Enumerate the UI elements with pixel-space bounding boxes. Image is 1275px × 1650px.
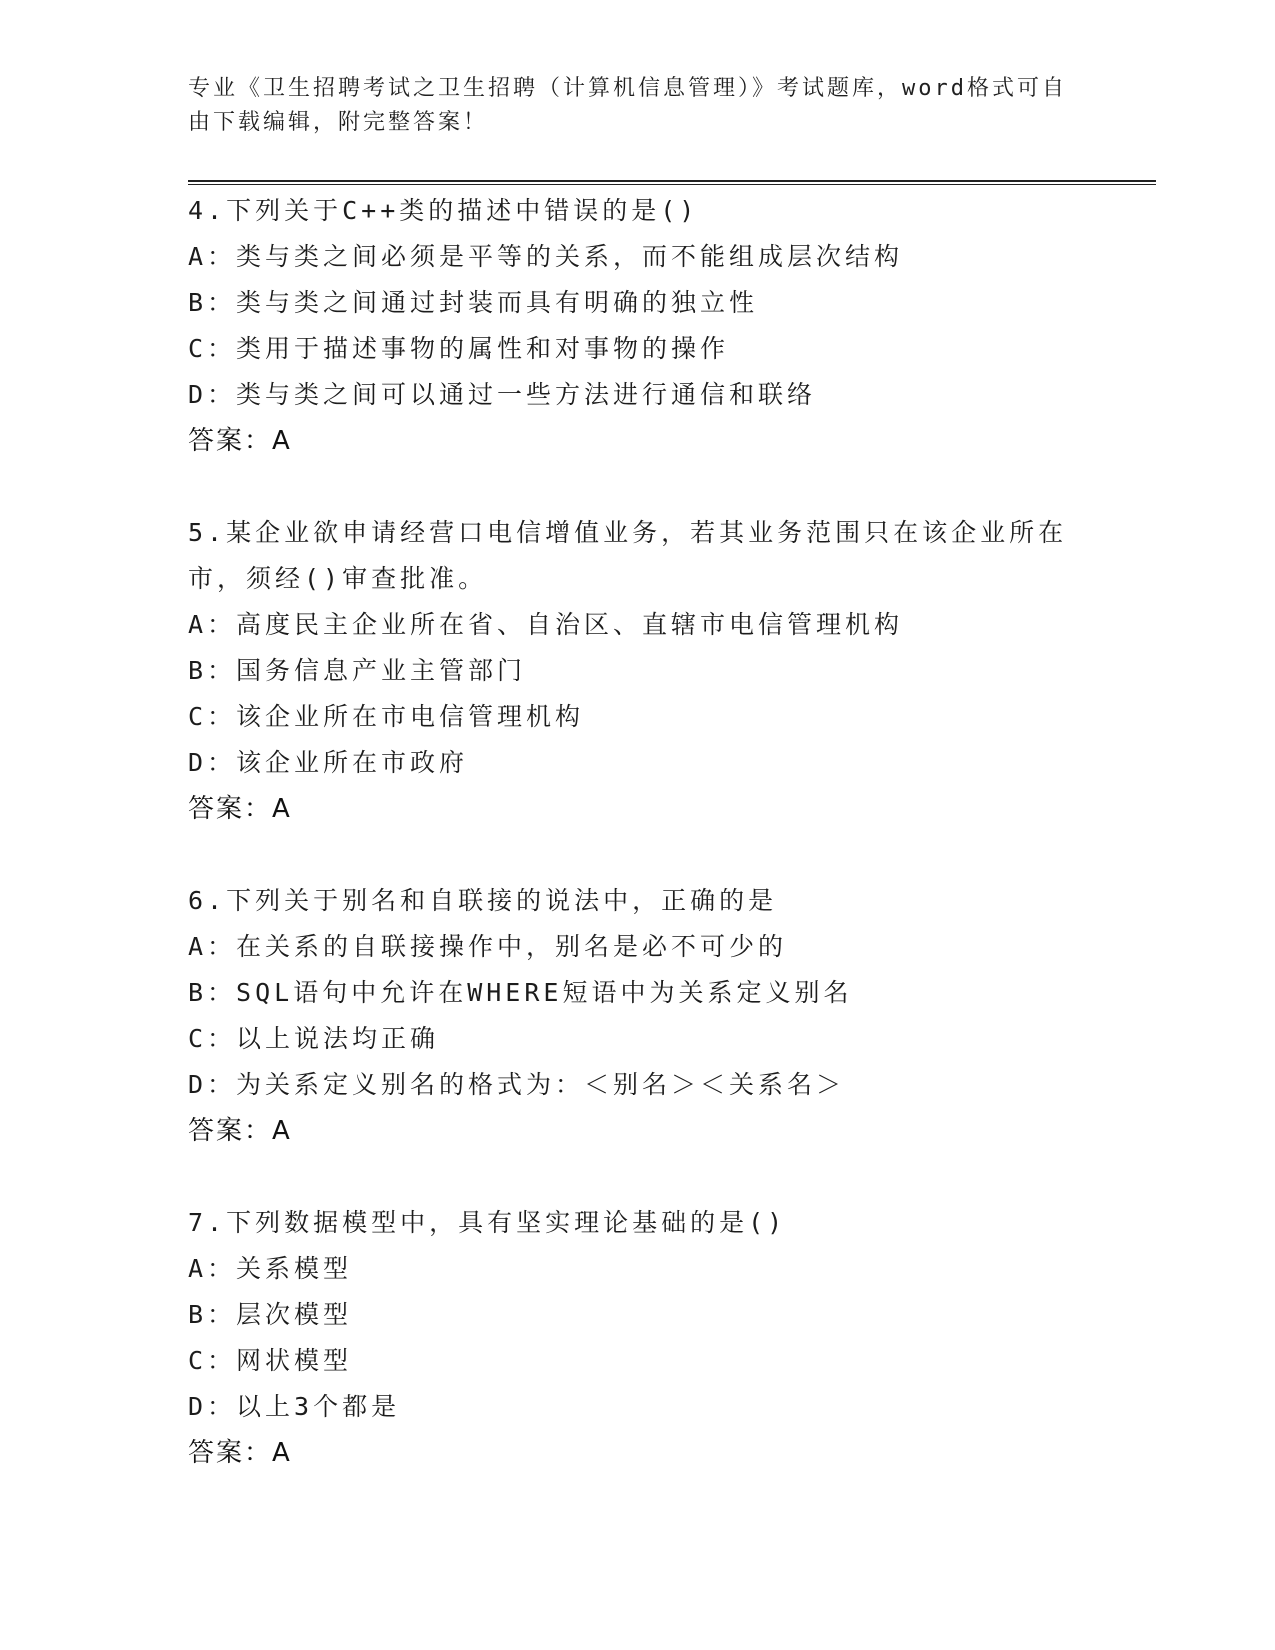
- option-c: C：以上说法均正确: [188, 1024, 440, 1053]
- question-stem: 7.下列数据模型中，具有坚实理论基础的是(): [188, 1208, 787, 1237]
- option-a: A：关系模型: [188, 1254, 353, 1283]
- option-b: B：SQL语句中允许在WHERE短语中为关系定义别名: [188, 978, 853, 1007]
- option-d: D：以上3个都是: [188, 1392, 401, 1421]
- question-7: [188, 1200, 1088, 1476]
- header-rule-thick: [188, 180, 1156, 182]
- question-5: [188, 510, 1088, 878]
- question-stem: 4.下列关于C++类的描述中错误的是(): [188, 196, 699, 225]
- option-c: C：网状模型: [188, 1346, 353, 1375]
- question-spacer: [188, 832, 1088, 878]
- answer-line: 答案：A: [188, 426, 292, 456]
- option-d: D：类与类之间可以通过一些方法进行通信和联络: [188, 380, 817, 409]
- question-stem: 5.某企业欲申请经营口电信增值业务，若其业务范围只在该企业所在市，须经()审查批准。: [188, 518, 1068, 593]
- option-d: D：该企业所在市政府: [188, 748, 469, 777]
- option-c: C：类用于描述事物的属性和对事物的操作: [188, 334, 730, 363]
- option-b: B：国务信息产业主管部门: [188, 656, 527, 685]
- answer-line: 答案：A: [188, 1116, 292, 1146]
- question-4: [188, 188, 1088, 510]
- option-a: A：类与类之间必须是平等的关系，而不能组成层次结构: [188, 242, 904, 271]
- question-stem: 6.下列关于别名和自联接的说法中，正确的是: [188, 886, 778, 915]
- option-c: C：该企业所在市电信管理机构: [188, 702, 585, 731]
- question-list: [188, 188, 1088, 1476]
- header-rule-thin: [188, 184, 1156, 185]
- option-a: A：高度民主企业所在省、自治区、直辖市电信管理机构: [188, 610, 904, 639]
- answer-line: 答案：A: [188, 794, 292, 824]
- question-spacer: [188, 1154, 1088, 1200]
- option-d: D：为关系定义别名的格式为：＜别名＞＜关系名＞: [188, 1070, 846, 1099]
- question-spacer: [188, 464, 1088, 510]
- option-b: B：类与类之间通过封装而具有明确的独立性: [188, 288, 759, 317]
- question-6: [188, 878, 1088, 1200]
- option-a: A：在关系的自联接操作中，别名是必不可少的: [188, 932, 788, 961]
- answer-line: 答案：A: [188, 1438, 292, 1468]
- document-header: 专业《卫生招聘考试之卫生招聘（计算机信息管理）》考试题库，word格式可自由下载编辑，附完整答案！: [188, 76, 1067, 135]
- option-b: B：层次模型: [188, 1300, 353, 1329]
